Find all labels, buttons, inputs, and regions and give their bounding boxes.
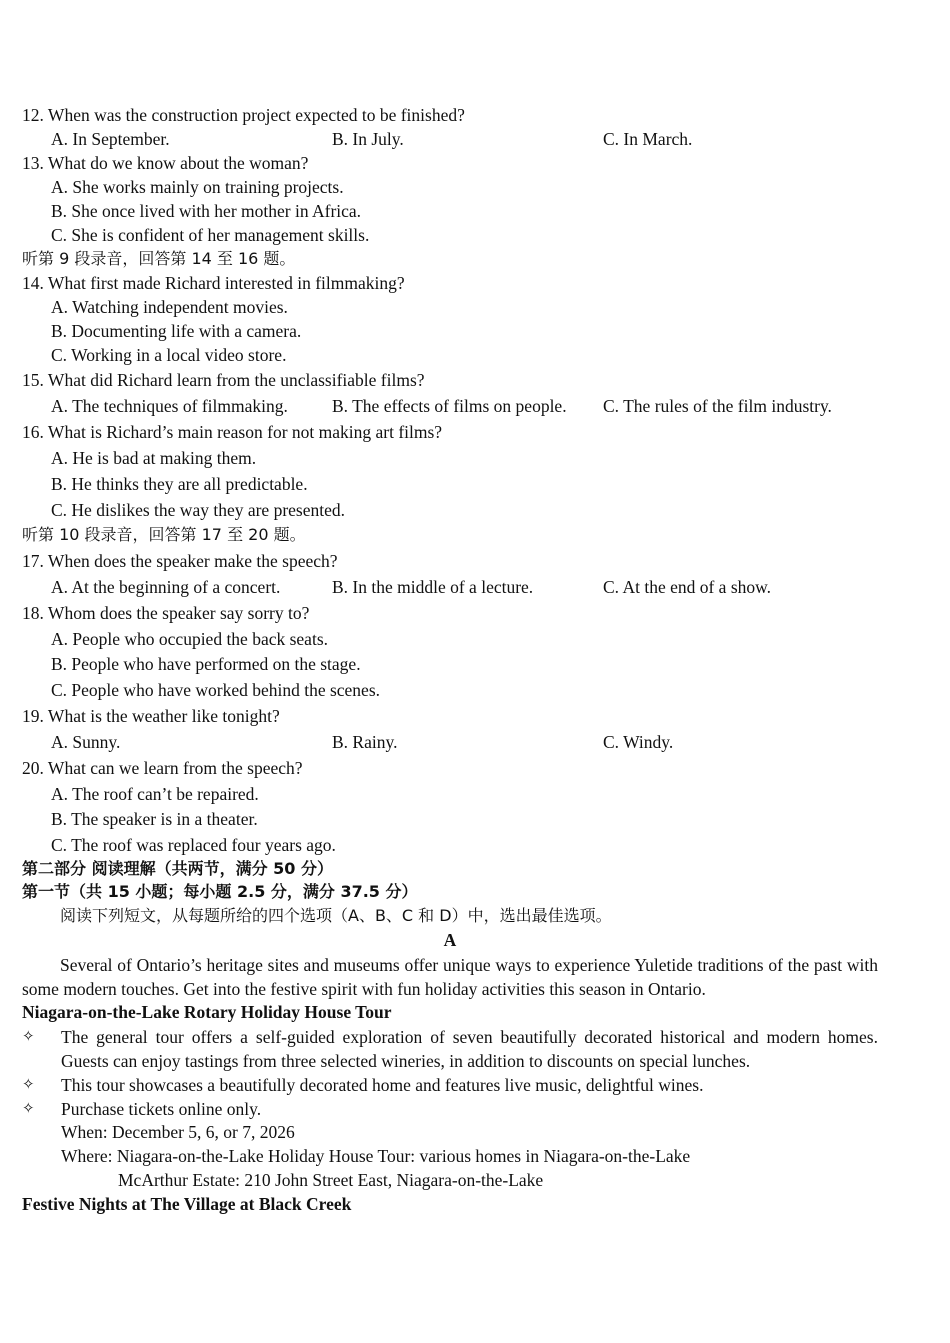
bullet-icon: ✧ bbox=[22, 1075, 35, 1093]
question-20-stem: 20. What can we learn from the speech? bbox=[22, 758, 303, 778]
question-17-stem: 17. When does the speaker make the speech? bbox=[22, 551, 338, 571]
question-12-option-c: C. In March. bbox=[603, 129, 693, 149]
question-16-option-c: C. He dislikes the way they are presented. bbox=[51, 500, 346, 520]
question-13-stem: 13. What do we know about the woman? bbox=[22, 153, 309, 173]
question-18-option-c: C. People who have worked behind the scenes. bbox=[51, 680, 381, 700]
question-17-option-c: C. At the end of a show. bbox=[603, 577, 772, 597]
question-16-option-b: B. He thinks they are all predictable. bbox=[51, 474, 308, 494]
question-12-option-a: A. In September. bbox=[51, 129, 170, 149]
question-20-option-b: B. The speaker is in a theater. bbox=[51, 809, 258, 829]
question-14-option-b: B. Documenting life with a camera. bbox=[51, 321, 302, 341]
question-15-option-b: B. The effects of films on people. bbox=[332, 396, 567, 416]
passage-intro: Several of Ontario’s heritage sites and museums offer unique ways to experience Yuletide traditions of the past with some modern touches. Get into the festive spirit with fun holiday activities this season in Ontario. bbox=[22, 955, 878, 999]
question-16-stem: 16. What is Richard’s main reason for not making art films? bbox=[22, 422, 443, 442]
part-2-title: 第二部分 阅读理解（共两节，满分 50 分） bbox=[22, 859, 333, 878]
reading-instruction: 阅读下列短文，从每题所给的四个选项（A、B、C 和 D）中，选出最佳选项。 bbox=[60, 906, 612, 925]
event-1-when: When: December 5, 6, or 7, 2026 bbox=[61, 1122, 295, 1142]
event-1-where-2: McArthur Estate: 210 John Street East, Niagara-on-the-Lake bbox=[118, 1170, 544, 1190]
question-17-option-a: A. At the beginning of a concert. bbox=[51, 577, 281, 597]
question-13-option-c: C. She is confident of her management skills. bbox=[51, 225, 370, 245]
segment-10-note: 听第 10 段录音，回答第 17 至 20 题。 bbox=[22, 525, 306, 544]
section-1-title: 第一节（共 15 小题；每小题 2.5 分，满分 37.5 分） bbox=[22, 882, 418, 901]
question-13-option-a: A. She works mainly on training projects. bbox=[51, 177, 344, 197]
event-1-title: Niagara-on-the-Lake Rotary Holiday House Tour bbox=[22, 1002, 392, 1022]
event-1-bullet-1: The general tour offers a self-guided exploration of seven beautifully decorated historical and modern homes. Guests can enjoy tastings from three selected wineries, in addition to discounts on special lunches. bbox=[61, 1027, 878, 1071]
question-19-option-c: C. Windy. bbox=[603, 732, 674, 752]
question-16-option-a: A. He is bad at making them. bbox=[51, 448, 257, 468]
question-15-option-c: C. The rules of the film industry. bbox=[603, 396, 832, 416]
question-20-option-a: A. The roof can’t be repaired. bbox=[51, 784, 259, 804]
question-19-stem: 19. What is the weather like tonight? bbox=[22, 706, 280, 726]
question-15-option-a: A. The techniques of filmmaking. bbox=[51, 396, 288, 416]
question-19-option-a: A. Sunny. bbox=[51, 732, 121, 752]
event-2-title: Festive Nights at The Village at Black Creek bbox=[22, 1194, 352, 1214]
question-14-option-c: C. Working in a local video store. bbox=[51, 345, 287, 365]
bullet-icon: ✧ bbox=[22, 1027, 35, 1045]
question-14-option-a: A. Watching independent movies. bbox=[51, 297, 288, 317]
question-20-option-c: C. The roof was replaced four years ago. bbox=[51, 835, 336, 855]
question-17-option-b: B. In the middle of a lecture. bbox=[332, 577, 534, 597]
event-1-where-1: Where: Niagara-on-the-Lake Holiday House Tour: various homes in Niagara-on-the-Lake bbox=[61, 1146, 691, 1166]
question-18-option-b: B. People who have performed on the stage. bbox=[51, 654, 361, 674]
question-15-stem: 15. What did Richard learn from the unclassifiable films? bbox=[22, 370, 425, 390]
question-12-option-b: B. In July. bbox=[332, 129, 404, 149]
passage-letter: A bbox=[443, 930, 457, 950]
question-18-stem: 18. Whom does the speaker say sorry to? bbox=[22, 603, 310, 623]
question-18-option-a: A. People who occupied the back seats. bbox=[51, 629, 329, 649]
segment-9-note: 听第 9 段录音，回答第 14 至 16 题。 bbox=[22, 249, 296, 268]
event-1-bullet-2: This tour showcases a beautifully decorated home and features live music, delightful wines. bbox=[61, 1075, 704, 1095]
bullet-icon: ✧ bbox=[22, 1099, 35, 1117]
question-13-option-b: B. She once lived with her mother in Africa. bbox=[51, 201, 362, 221]
event-1-bullet-3: Purchase tickets online only. bbox=[61, 1099, 262, 1119]
question-14-stem: 14. What first made Richard interested in filmmaking? bbox=[22, 273, 405, 293]
question-19-option-b: B. Rainy. bbox=[332, 732, 398, 752]
question-12-stem: 12. When was the construction project expected to be finished? bbox=[22, 105, 465, 125]
